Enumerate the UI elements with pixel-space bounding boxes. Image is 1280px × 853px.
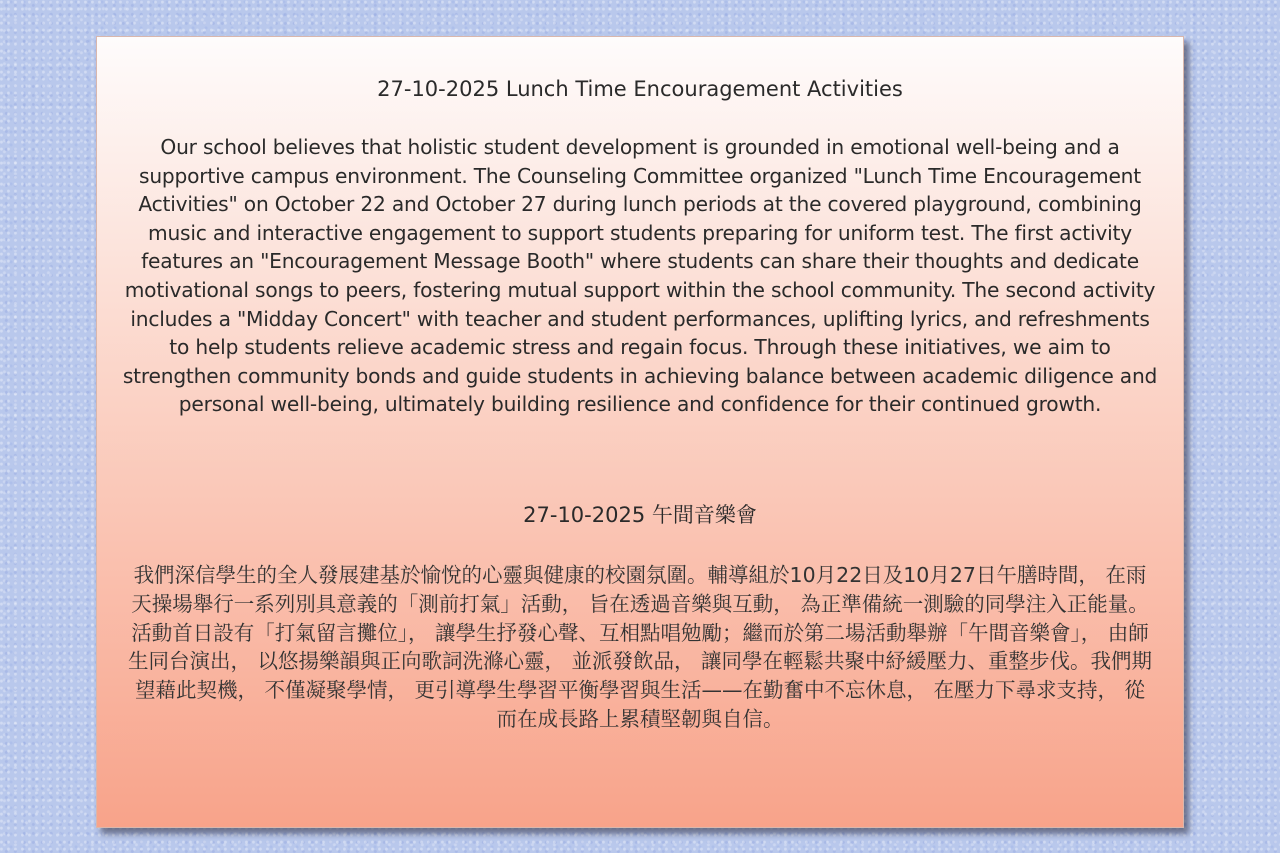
- chinese-title: 27-10-2025 午間音樂會: [523, 503, 757, 527]
- chinese-body: 我們深信學生的全人發展建基於愉悅的心靈與健康的校園氛圍。輔導組於10月22日及10月27日午膳時間， 在雨天操場舉行一系列別具意義的「測前打氣」活動， 旨在透過音樂與互動， 為正準備統一測驗的同學注入正能量。活動首日設有「打氣留言攤位」， 讓學生抒發心聲、互相點唱勉勵；繼而於第二場活動舉辦「午間音樂會」， 由師生同台演出， 以悠揚樂韻與正向歌詞洗滌心靈， 並派發飲品， 讓同學在輕鬆共聚中紓緩壓力、重整步伐。我們期望藉此契機， 不僅凝聚學情， 更引導學生學習平衡學習與生活——在勤奮中不忘休息， 在壓力下尋求支持， 從而在成長路上累積堅韌與自信。: [127, 563, 1153, 731]
- english-body: Our school believes that holistic student development is grounded in emotional well-being and a supportive campus environment. The Counseling Committee organized "Lunch Time Encouragement Activities" on October 22 and October 27 during lunch periods at the covered playground, combining music and interactive engagement to support students preparing for uniform test. The first activity features an "Encouragement Message Booth" where students can share their thoughts and dedicate motivational songs to peers, fostering mutual support within the school community. The second activity includes a "Midday Concert" with teacher and student performances, uplifting lyrics, and refreshments to help students relieve academic stress and regain focus. Through these initiatives, we aim to strengthen community bonds and guide students in achieving balance between academic diligence and personal well-being, ultimately building resilience and confidence for their continued growth.: [122, 135, 1158, 417]
- announcement-card: [96, 36, 1184, 828]
- english-title: 27-10-2025 Lunch Time Encouragement Activities: [377, 77, 903, 101]
